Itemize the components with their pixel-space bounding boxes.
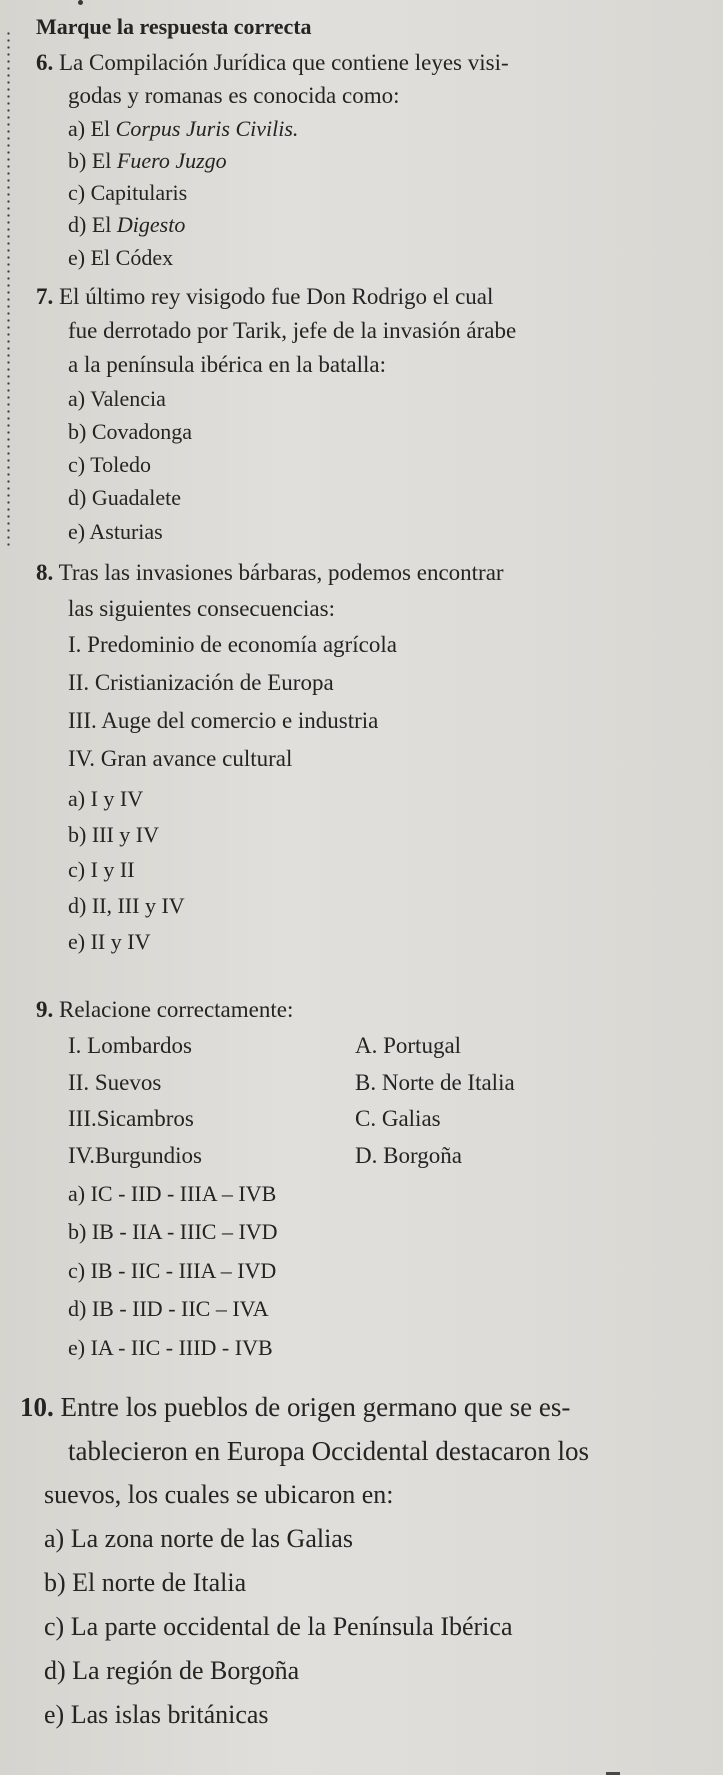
option-10a[interactable]: a) La zona norte de las Galias [44,1524,353,1553]
match-left-3: III.Sicambros [68,1106,194,1131]
match-left-1: I. Lombardos [68,1033,192,1058]
question-6-number: 6. [36,50,54,75]
question-9-number: 9. [36,997,54,1022]
option-10b[interactable]: b) El norte de Italia [44,1568,247,1597]
scan-mark [78,0,83,5]
question-8-line-2: las siguientes consecuencias: [68,596,335,621]
option-6a[interactable]: a) El Corpus Juris Civilis. [68,116,299,141]
question-7-line-1: 7. El último rey visigodo fue Don Rodrigo el cual [36,284,494,309]
question-10-line-1: 10. Entre los pueblos de origen germano que se es- [20,1392,571,1422]
option-8c[interactable]: c) I y II [68,857,135,882]
option-8a[interactable]: a) I y IV [68,786,144,811]
match-right-a: A. Portugal [355,1033,462,1058]
option-9e[interactable]: e) IA - IIC - IIID - IVB [68,1335,273,1360]
option-6c[interactable]: c) Capitularis [68,180,188,205]
match-right-c: C. Galias [355,1106,441,1131]
question-7-line-2: fue derrotado por Tarik, jefe de la invasión árabe [68,318,517,343]
question-10-number: 10. [20,1392,54,1422]
question-10-line-2: tablecieron en Europa Occidental destacaron los [68,1436,590,1466]
question-7-number: 7. [36,284,54,309]
option-8d[interactable]: d) II, III y IV [68,893,185,918]
question-10-line-3: suevos, los cuales se ubicaron en: [44,1480,394,1509]
match-left-4: IV.Burgundios [68,1143,202,1168]
question-8-item-4: IV. Gran avance cultural [68,746,293,771]
question-8-number: 8. [36,560,54,585]
question-6-line-1: 6. La Compilación Jurídica que contiene leyes visi- [36,50,509,75]
option-10c[interactable]: c) La parte occidental de la Península Ibérica [44,1612,513,1641]
match-right-d: D. Borgoña [355,1143,462,1168]
question-7-line-3: a la península ibérica en la batalla: [68,352,387,377]
option-7a[interactable]: a) Valencia [68,386,166,411]
binding-dots [7,30,10,550]
option-9a[interactable]: a) IC - IID - IIIA – IVB [68,1181,277,1206]
option-10e[interactable]: e) Las islas británicas [44,1700,269,1729]
question-8-item-3: III. Auge del comercio e industria [68,708,379,733]
option-10d[interactable]: d) La región de Borgoña [44,1656,300,1685]
question-9-title: 9. Relacione correctamente: [36,997,294,1022]
match-left-2: II. Suevos [68,1070,162,1095]
question-8-line-1: 8. Tras las invasiones bárbaras, podemos encontrar [36,560,504,585]
option-8e[interactable]: e) II y IV [68,929,151,954]
question-8-item-1: I. Predominio de economía agrícola [68,632,397,657]
option-6b[interactable]: b) El Fuero Juzgo [68,148,227,173]
option-7e[interactable]: e) Asturias [68,519,163,544]
question-6-line-2: godas y romanas es conocida como: [68,83,400,108]
option-7b[interactable]: b) Covadonga [68,419,193,444]
instructions-heading: Marque la respuesta correcta [36,14,312,39]
option-9b[interactable]: b) IB - IIA - IIIC – IVD [68,1219,278,1244]
option-8b[interactable]: b) III y IV [68,822,160,847]
question-8-item-2: II. Cristianización de Europa [68,670,334,695]
option-7d[interactable]: d) Guadalete [68,485,181,510]
option-6d[interactable]: d) El Digesto [68,212,186,237]
option-9d[interactable]: d) IB - IID - IIC – IVA [68,1296,269,1321]
option-6e[interactable]: e) El Códex [68,245,174,270]
option-7c[interactable]: c) Toledo [68,452,151,477]
option-9c[interactable]: c) IB - IIC - IIIA – IVD [68,1258,277,1283]
match-right-b: B. Norte de Italia [355,1070,515,1095]
